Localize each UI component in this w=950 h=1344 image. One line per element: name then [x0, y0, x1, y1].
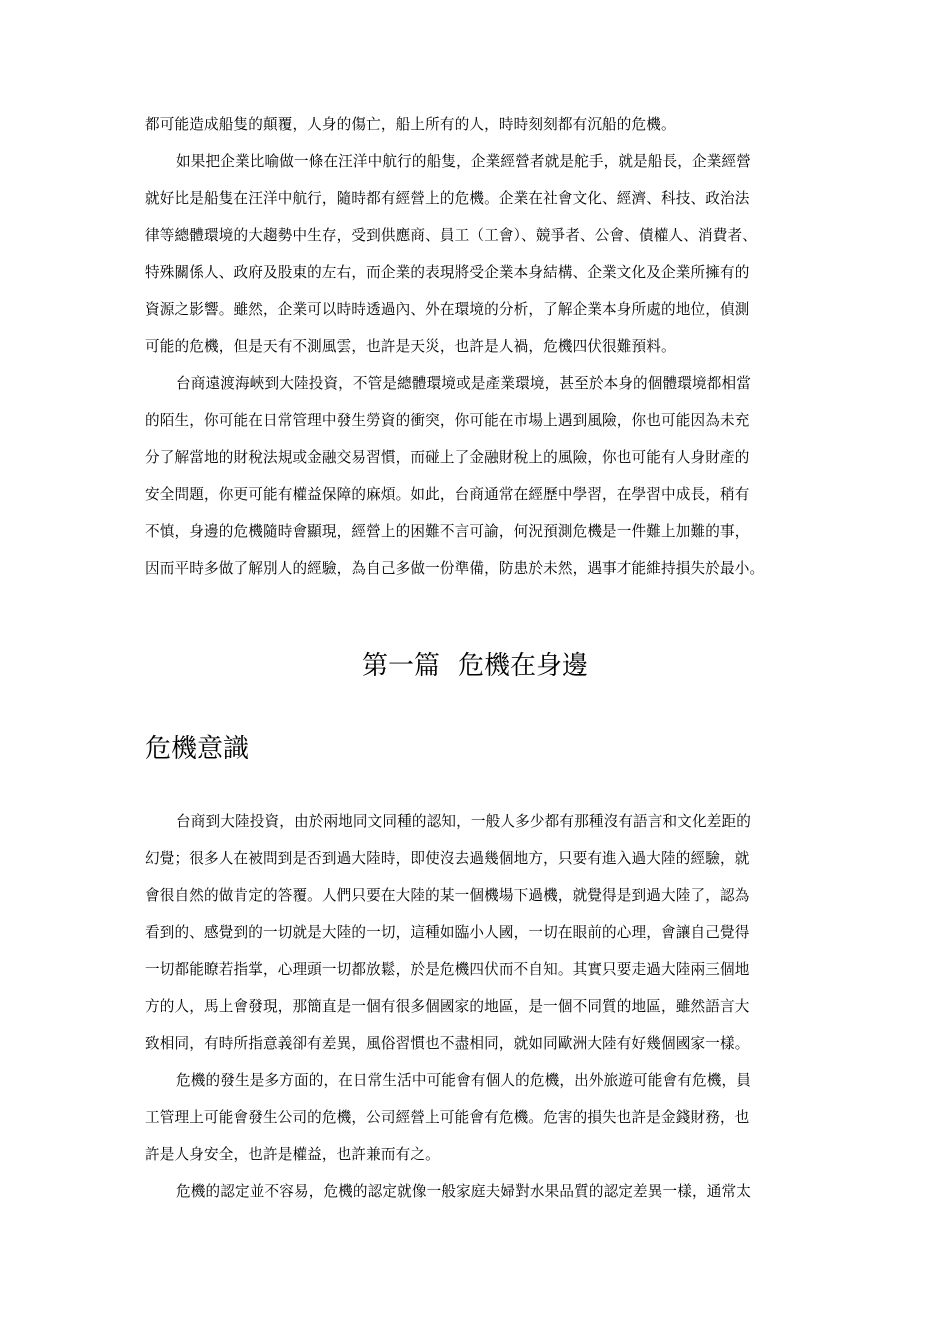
text-line: 都可能造成船隻的顛覆，人身的傷亡，船上所有的人，時時刻刻都有沉船的危機。	[145, 116, 676, 133]
text-line: 危機的認定並不容易，危機的認定就像一般家庭夫婦對水果品質的認定差異一樣，通常太	[176, 1183, 752, 1200]
text-line: 看到的、感覺到的一切就是大陸的一切，這種如臨小人國，一切在眼前的心理，會讓自己覺得	[145, 924, 750, 941]
text-line: 因而平時多做了解別人的經驗，為自己多做一份準備，防患於未然，遇事才能維持損失於最小。	[145, 560, 765, 577]
text-line: 一切都能瞭若指掌，心理頭一切都放鬆，於是危機四伏而不自知。其實只要走過大陸兩三個地	[145, 961, 750, 978]
text-line: 資源之影響。雖然，企業可以時時透過內、外在環境的分析，了解企業本身所處的地位，偵測	[145, 301, 750, 318]
text-line: 台商遠渡海峽到大陸投資，不管是總體環境或是產業環境，甚至於本身的個體環境都相當	[176, 375, 752, 392]
text-line: 可能的危機，但是天有不測風雲，也許是天災，也許是人禍，危機四伏很難預料。	[145, 338, 676, 355]
text-line: 方的人，馬上會發現，那簡直是一個有很多個國家的地區，是一個不同質的地區，雖然語言大	[145, 998, 750, 1015]
text-line: 危機的發生是多方面的，在日常生活中可能會有個人的危機，出外旅遊可能會有危機，員	[176, 1072, 752, 1089]
section-title-name: 危機在身邊	[458, 651, 589, 681]
text-line: 致相同，有時所指意義卻有差異，風俗習慣也不盡相同，就如同歐洲大陸有好幾個國家一樣。	[145, 1035, 750, 1052]
text-line: 特殊關係人、政府及股東的左右，而企業的表現將受企業本身結構、企業文化及企業所擁有的	[145, 264, 750, 281]
subheading: 危機意識	[145, 734, 250, 764]
text-line: 會很自然的做肯定的答覆。人們只要在大陸的某一個機場下過機，就覺得是到過大陸了，認為	[145, 887, 750, 904]
text-line: 許是人身安全，也許是權益，也許兼而有之。	[145, 1146, 440, 1163]
text-line: 幻覺；很多人在被問到是否到過大陸時，即使沒去過幾個地方，只要有進入過大陸的經驗，就	[145, 850, 750, 867]
section-title-part: 第一篇	[361, 651, 440, 681]
text-line: 工管理上可能會發生公司的危機，公司經營上可能會有危機。危害的損失也許是金錢財務，也	[145, 1109, 750, 1126]
text-line: 就好比是船隻在汪洋中航行，隨時都有經營上的危機。企業在社會文化、經濟、科技、政治法	[145, 190, 750, 207]
text-line: 律等總體環境的大趨勢中生存，受到供應商、員工（工會）、競爭者、公會、債權人、消費者、	[145, 227, 757, 244]
text-line: 的陌生，你可能在日常管理中發生勞資的衝突，你可能在市場上遇到風險，你也可能因為未充	[145, 412, 750, 429]
text-line: 安全問題，你更可能有權益保障的麻煩。如此，台商通常在經歷中學習，在學習中成長，稍有	[145, 486, 750, 503]
section-title	[0, 647, 950, 685]
text-line: 台商到大陸投資，由於兩地同文同種的認知，一般人多少都有那種沒有語言和文化差距的	[176, 813, 752, 830]
text-line: 不慎，身邊的危機隨時會顯現，經營上的困難不言可諭，何況預測危機是一件難上加難的事，	[145, 523, 750, 540]
text-line: 如果把企業比喻做一條在汪洋中航行的船隻，企業經營者就是舵手，就是船長，企業經營	[176, 153, 752, 170]
text-line: 分了解當地的財稅法規或金融交易習慣，而碰上了金融財稅上的風險，你也可能有人身財產的	[145, 449, 750, 466]
